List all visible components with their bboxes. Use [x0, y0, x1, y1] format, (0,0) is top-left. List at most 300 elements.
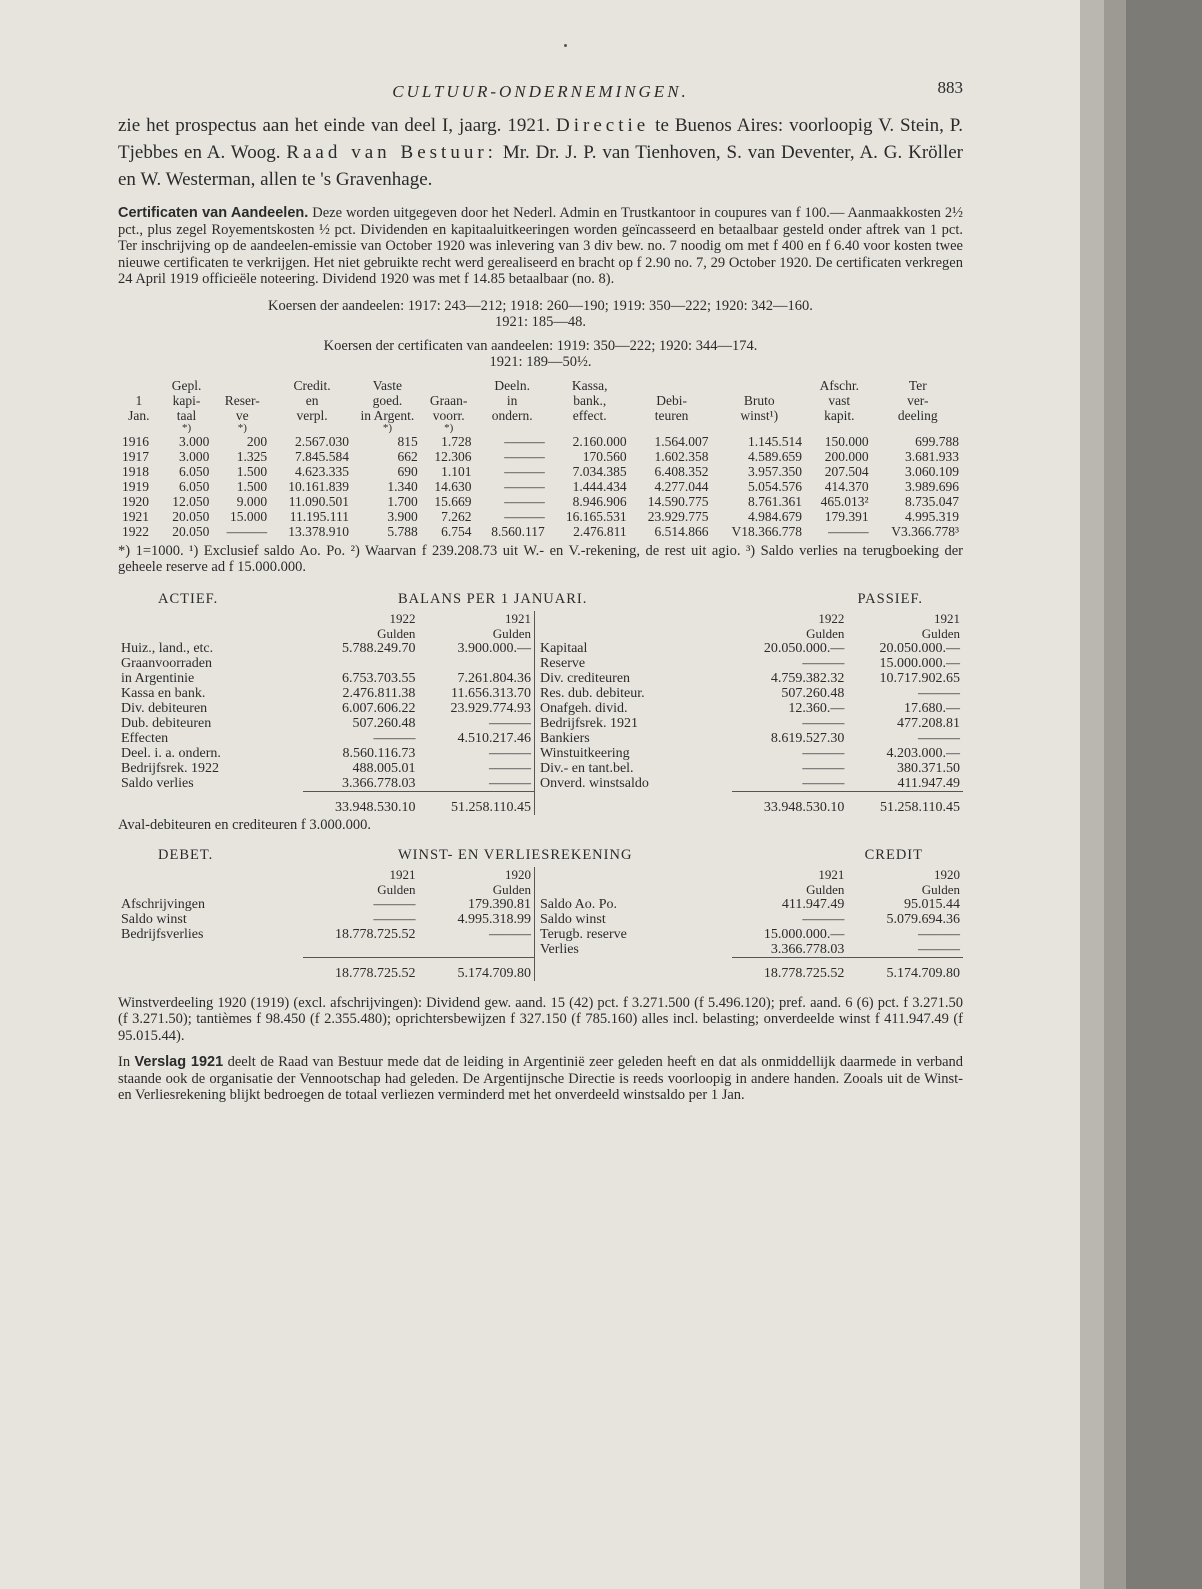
koersen-certificaten-line1: Koersen der certificaten van aandeelen: 1919: 350—222; 1920: 344—174. [323, 337, 758, 354]
value-cell: 6.408.352 [654, 463, 709, 479]
value-cell: 7.262 [441, 508, 472, 524]
kerncijfers-header-text: goed. [372, 392, 403, 408]
kerncijfers-row [118, 434, 963, 449]
winst-total: 18.778.725.52 [763, 965, 845, 981]
value-cell: 1.325 [236, 448, 268, 464]
value-cell: 11.090.501 [288, 493, 350, 509]
winst-value: 4.995.318.99 [457, 911, 532, 927]
kerncijfers-header-text: ve [235, 407, 249, 423]
book-cover-edge [1126, 0, 1202, 1589]
aval-note: Aval-debiteuren en crediteuren f 3.000.000. [118, 816, 371, 833]
balans-header-cell: 1921 [505, 610, 532, 626]
balans-value: ——— [918, 730, 960, 746]
kerncijfers-header-text: Jan. [128, 407, 150, 423]
balans-row [118, 746, 963, 761]
value-cell: 4.277.044 [654, 478, 709, 494]
kerncijfers-header-text: verpl. [296, 407, 328, 423]
kerncijfers-unit-mark [713, 423, 806, 434]
value-cell: 2.567.030 [295, 433, 350, 449]
balans-value: 6.753.703.55 [341, 670, 416, 686]
kerncijfers-column-header [271, 378, 353, 423]
value-cell: 815 [397, 433, 418, 449]
balans-value: 477.208.81 [897, 715, 960, 731]
value-cell: 5.788 [387, 523, 418, 539]
print-speck [564, 44, 567, 47]
kerncijfers-header-text: Gepl. [171, 377, 202, 393]
winst-value: ——— [802, 911, 845, 927]
balans-label: Bedrijfsrek. 1921 [539, 715, 638, 731]
winst-value: ——— [847, 942, 963, 958]
balans-value: 5.788.249.70 [341, 640, 416, 656]
running-header [118, 78, 963, 112]
winst-header-cell: Gulden [921, 881, 960, 897]
balans-row [118, 761, 963, 776]
balans-header-cell: 1922 [389, 610, 416, 626]
kerncijfers-header-text: bank., [573, 392, 607, 408]
value-cell: 1.728 [441, 433, 472, 449]
kerncijfers-header-text: Graan- [429, 392, 468, 408]
value-cell: 14.630 [434, 478, 472, 494]
balans-value: 2.476.811.38 [342, 685, 416, 701]
kerncijfers-column-header [160, 378, 214, 423]
kerncijfers-header-text: Debi- [656, 392, 687, 408]
directie-text: te Buenos Aires: voorloopig V. Stein, P. Tjebbes en A. Woog. [118, 115, 964, 163]
kerncijfers-row [118, 479, 963, 494]
kerncijfers-header-text: kapit. [824, 407, 855, 423]
balans-header-cell: Gulden [377, 625, 416, 641]
kerncijfers-header-text: en [305, 392, 319, 408]
value-cell: 690 [397, 463, 418, 479]
kerncijfers-column-header [631, 378, 713, 423]
winst-year-row [118, 867, 963, 882]
balans-row [118, 716, 963, 731]
balans-header-cell: 1921 [934, 610, 960, 626]
winst-label [118, 942, 303, 958]
intro-text: zie het prospectus aan het einde van deel I, jaarg. 1921. [118, 115, 551, 136]
winst-value: 3.366.778.03 [732, 942, 848, 958]
kerncijfers-header-text: Credit. [293, 377, 331, 393]
winst-value [418, 942, 534, 958]
balans-totals-row [118, 791, 963, 815]
winst-value: 5.079.694.36 [886, 911, 960, 927]
value-cell: ——— [226, 523, 268, 539]
value-cell: 3.957.350 [748, 463, 802, 479]
value-cell: 6.050 [179, 463, 210, 479]
balans-total: 33.948.530.10 [763, 799, 845, 815]
value-cell: 7.034.385 [572, 463, 627, 479]
value-cell: 3.989.696 [905, 478, 959, 494]
balans-label: Kassa en bank. [121, 685, 206, 701]
kerncijfers-column-header [353, 378, 422, 423]
value-cell: 1.700 [387, 493, 418, 509]
winst-label: Saldo winst [540, 911, 606, 927]
koersen-aandeelen-line2: 1921: 185—48. [494, 313, 587, 330]
value-cell: 1.340 [387, 478, 418, 494]
kerncijfers-unit-mark [549, 423, 631, 434]
balans-total: 33.948.530.10 [334, 799, 416, 815]
balans-row [118, 641, 963, 656]
balans-value: ——— [802, 655, 845, 671]
balans-value: 507.260.48 [781, 685, 845, 701]
kerncijfers-unit-mark [806, 423, 873, 434]
balans-header-cell: 1922 [818, 610, 845, 626]
page-content [118, 78, 963, 1114]
winst-value [303, 942, 419, 958]
winst-credit-label: CREDIT [864, 846, 923, 863]
balans-value: 20.050.000.— [879, 640, 960, 656]
kerncijfers-row [118, 464, 963, 479]
balans-header-cell: Gulden [492, 625, 532, 641]
winst-title: WINST- EN VERLIESREKENING [398, 846, 633, 863]
balans-heading [118, 591, 963, 611]
value-cell: V3.366.778³ [891, 523, 959, 539]
balans-label: Div. debiteuren [121, 700, 208, 716]
value-cell: 1.602.358 [654, 448, 709, 464]
winst-header-cell: Gulden [806, 881, 845, 897]
balans-value [418, 656, 534, 671]
balans-value: 15.000.000.— [879, 655, 960, 671]
koersen-certificaten-line2: 1921: 189—50½. [489, 353, 592, 370]
value-cell: ——— [504, 463, 545, 479]
kerncijfers-row [118, 509, 963, 524]
kerncijfers-header-text: 1 [135, 392, 143, 408]
value-cell: 662 [397, 448, 418, 464]
winst-total: 5.174.709.80 [457, 965, 532, 981]
kerncijfers-header-row [118, 378, 963, 423]
balans-title: BALANS PER 1 JANUARI. [398, 590, 588, 607]
verslag-text: deelt de Raad van Bestuur mede dat de leiding in Argentinië zeer geleden heeft en dat als onmiddellijk daarmede in verband staande ook de organisatie der Vennootschap had geleden. De Argentijnsche Directie is reeds voorloopig in andere handen. Zooals uit de Winst- en Verliesrekening blijkt bedroegen de totaal verliezen verminderd met het onverdeeld winstsaldo per 1 Jan. [118, 1054, 964, 1103]
balans-value: 3.900.000.— [457, 640, 532, 656]
kerncijfers-header-text: winst¹) [740, 407, 779, 423]
year-cell: 1922 [122, 523, 149, 539]
value-cell: 8.560.117 [491, 523, 545, 539]
kerncijfers-header-text: effect. [572, 407, 607, 423]
value-cell: ——— [504, 448, 545, 464]
balans-label: Effecten [121, 730, 169, 746]
balans-label: Kapitaal [539, 640, 588, 656]
value-cell: ——— [504, 433, 545, 449]
value-cell: 8.761.361 [748, 493, 802, 509]
year-cell: 1919 [122, 478, 149, 494]
directie-label: Directie [556, 115, 650, 136]
balans-value: 411.947.49 [847, 776, 963, 792]
value-cell: 1.444.434 [572, 478, 627, 494]
balans-value: 4.510.217.46 [457, 730, 532, 746]
value-cell: 3.681.933 [905, 448, 959, 464]
kerncijfers-unit-mark: *) [237, 421, 247, 434]
kerncijfers-footnote: *) 1=1000. ¹) Exclusief saldo Ao. Po. ²) Waarvan f 239.208.73 uit W.- en V.-rekening, de rest uit agio. ³) Saldo verlies na terugboeking der geheele reserve ad f 15.000.000. [118, 542, 963, 575]
balans-table [118, 611, 963, 815]
value-cell: 20.050 [172, 508, 210, 524]
value-cell: 1.500 [236, 478, 268, 494]
balans-value: ——— [489, 715, 532, 731]
balans-header-cell [118, 611, 303, 626]
balans-label: Div. crediteuren [539, 670, 631, 686]
winst-label: Afschrijvingen [121, 896, 205, 912]
kerncijfers-column-header [213, 378, 271, 423]
value-cell: 200.000 [824, 448, 869, 464]
balans-row [118, 776, 963, 792]
balans-value: ——— [918, 685, 960, 701]
year-cell: 1916 [122, 433, 149, 449]
value-cell: 12.306 [434, 448, 472, 464]
winst-label: Verlies [540, 941, 579, 957]
kerncijfers-unit-mark: *) [181, 421, 192, 434]
winst-label: Bedrijfsverlies [121, 926, 204, 942]
kerncijfers-column-header [118, 378, 160, 423]
kerncijfers-header-text: taal [176, 407, 197, 423]
winst-header-cell [118, 882, 303, 897]
value-cell: 5.054.576 [748, 478, 802, 494]
value-cell: 414.370 [824, 478, 869, 494]
certificaten-heading: Certificaten van Aandeelen. [118, 205, 309, 221]
value-cell: 3.900 [387, 508, 418, 524]
year-cell: 1918 [122, 463, 149, 479]
balans-year-row [118, 611, 963, 626]
balans-label: Deel. i. a. ondern. [121, 745, 221, 761]
kerncijfers-table [118, 378, 963, 539]
value-cell: 3.060.109 [905, 463, 959, 479]
value-cell: 4.995.319 [905, 508, 959, 524]
kerncijfers-unit-mark [271, 423, 353, 434]
winst-value: ——— [373, 896, 416, 912]
winst-table [118, 867, 963, 981]
kerncijfers-row [118, 494, 963, 509]
winst-header-cell [537, 867, 732, 882]
winst-value: 15.000.000.— [763, 926, 845, 942]
balans-label: Onafgeh. divid. [539, 700, 628, 716]
balans-value: ——— [802, 745, 845, 761]
winst-value: 179.390.81 [468, 896, 532, 912]
winst-value: ——— [373, 911, 416, 927]
certificaten-text: Deze worden uitgegeven door het Nederl. Admin en Trustkantoor in coupures van f 100.— Aanmaakkosten 2½ pct., plus zegel Royementskosten ½ pct. Dividenden en kapitaaluitkeeringen worden geïncasseerd en betaalbaar gesteld onder aftrek van 1 pct. Ter inschrijving op de aandeelen-emissie van October 1920 was inlevering van 3 div bew. no. 7 noodig om met f 400 en f 6.40 voor kosten twee nieuwe certificaten te verkrijgen. Het niet gebruikte recht werd gerealiseerd en bracht op f 2.90 no. 7, 29 October 1920. De certificaten verkregen 24 April 1919 officieële noteering. Dividend 1920 was met f 14.85 betaalbaar (no. 8). [118, 205, 963, 287]
value-cell: 9.000 [236, 493, 268, 509]
balans-value: 4.759.382.32 [770, 670, 845, 686]
balans-value: 3.366.778.03 [303, 776, 419, 792]
value-cell: 170.560 [582, 448, 627, 464]
balans-value: 12.360.— [788, 700, 845, 716]
balans-row [118, 731, 963, 746]
value-cell: ——— [504, 508, 545, 524]
balans-total: 51.258.110.45 [880, 799, 960, 815]
kerncijfers-header-text: Bruto [743, 392, 775, 408]
koersen-aandeelen [118, 298, 963, 330]
value-cell: ——— [828, 523, 869, 539]
value-cell: 11.195.111 [289, 508, 350, 524]
year-cell: 1920 [122, 493, 149, 509]
kerncijfers-header-text: Afschr. [819, 377, 859, 393]
value-cell: 6.514.866 [654, 523, 709, 539]
value-cell: 15.000 [230, 508, 268, 524]
value-cell: 8.735.047 [905, 493, 959, 509]
kerncijfers-header-text: voorr. [432, 407, 465, 423]
balans-row [118, 701, 963, 716]
balans-value: 23.929.774.93 [450, 700, 532, 716]
balans-value: 4.203.000.— [886, 745, 960, 761]
balans-value: 507.260.48 [352, 715, 416, 731]
kerncijfers-column-header [806, 378, 873, 423]
value-cell: 12.050 [172, 493, 210, 509]
balans-label: Div.- en tant.bel. [539, 760, 634, 776]
winst-label: Saldo winst [121, 911, 187, 927]
value-cell: 465.013² [820, 493, 869, 509]
year-cell: 1921 [122, 508, 149, 524]
balans-value: 380.371.50 [897, 760, 960, 776]
kerncijfers-column-header [422, 378, 476, 423]
value-cell: 2.476.811 [573, 523, 627, 539]
winst-header-cell: 1920 [934, 866, 960, 882]
balans-value: ——— [732, 776, 848, 792]
balans-label: Saldo verlies [121, 775, 194, 791]
balans-total-spacer [118, 791, 303, 815]
balans-header-cell [537, 626, 732, 641]
value-cell: V18.366.778 [731, 523, 802, 539]
balans-value: 20.050.000.— [763, 640, 845, 656]
winst-totals-row [118, 957, 963, 981]
kerncijfers-header-text: Kassa, [571, 377, 608, 393]
balans-label: Bankiers [539, 730, 590, 746]
kerncijfers-unit-mark: *) [444, 421, 454, 434]
balans-value: 488.005.01 [352, 760, 416, 776]
balans-row [118, 656, 963, 671]
balans-value: 6.007.606.22 [341, 700, 416, 716]
winst-total: 5.174.709.80 [886, 965, 960, 981]
value-cell: 699.788 [915, 433, 959, 449]
raad-text: Mr. Dr. J. P. van Tienhoven, S. van Deventer, A. G. Kröller en W. Westerman, allen te 's Gravenhage. [118, 142, 964, 190]
winst-unit-row [118, 882, 963, 897]
winst-value: ——— [918, 926, 960, 942]
kerncijfers-header-text: in [506, 392, 518, 408]
kerncijfers-header-text: Vaste [372, 377, 403, 393]
winst-header-cell: 1921 [389, 866, 416, 882]
balans-row [118, 686, 963, 701]
winst-header-cell: Gulden [492, 881, 532, 897]
kerncijfers-header-text: Ter [908, 377, 927, 393]
winst-value: 18.778.725.52 [334, 926, 416, 942]
value-cell: 3.000 [179, 448, 210, 464]
verslag-heading: Verslag 1921 [134, 1054, 224, 1070]
balans-header-cell: Gulden [806, 625, 845, 641]
winst-label: Terugb. reserve [540, 926, 627, 942]
kerncijfers-header-text: ver- [907, 392, 929, 408]
winst-header-cell: 1920 [505, 866, 532, 882]
kerncijfers-header-text: in Argent. [360, 407, 415, 423]
kerncijfers-column-header [549, 378, 631, 423]
kerncijfers-unit-row [118, 423, 963, 434]
balans-value: 10.717.902.65 [879, 670, 960, 686]
balans-value: 7.261.804.36 [457, 670, 532, 686]
kerncijfers-column-header [476, 378, 549, 423]
balans-header-cell [118, 626, 303, 641]
kerncijfers-header-text: vast [828, 392, 851, 408]
value-cell: 179.391 [824, 508, 869, 524]
winst-total-spacer [118, 957, 303, 981]
balans-label: Bedrijfsrek. 1922 [121, 760, 219, 776]
balans-total-spacer [537, 791, 732, 815]
verslag-paragraph [118, 1054, 963, 1104]
intro-paragraph [118, 112, 963, 193]
balans-value: ——— [489, 745, 532, 761]
value-cell: 23.929.775 [647, 508, 709, 524]
balans-value: ——— [418, 776, 534, 792]
balans-label: Winstuitkeering [539, 745, 630, 761]
page-number: 883 [937, 78, 963, 97]
balans-value: 17.680.— [904, 700, 960, 716]
balans-row [118, 671, 963, 686]
kerncijfers-column-header [713, 378, 806, 423]
winstverdeeling-paragraph: Winstverdeeling 1920 (1919) (excl. afschrijvingen): Dividend gew. aand. 15 (42) pct. f 3.271.500 (f 5.496.120); pref. aand. 6 (6) pct. f 3.271.50 (f 3.271.50); tantièmes f 98.450 (f 2.355.480); oprichtersbewijzen f 327.150 (f 785.160) alles incl. belasting; onverdeelde winst f 411.947.49 (f 95.015.44). [118, 994, 963, 1044]
balans-value: 8.560.116.73 [342, 745, 416, 761]
winst-debet-label: DEBET. [158, 846, 214, 863]
value-cell: 4.984.679 [748, 508, 802, 524]
balans-unit-row [118, 626, 963, 641]
balans-value: ——— [373, 730, 416, 746]
winst-header-cell [537, 882, 732, 897]
balans-label: Res. dub. debiteur. [539, 685, 645, 701]
value-cell: 8.946.906 [572, 493, 627, 509]
verslag-prefix: In [118, 1054, 131, 1070]
value-cell: 15.669 [434, 493, 472, 509]
balans-label: Onverd. winstsaldo [539, 775, 649, 791]
value-cell: 4.623.335 [295, 463, 350, 479]
kerncijfers-header-text: Reser- [224, 392, 260, 408]
balans-header-cell: Gulden [921, 625, 960, 641]
koersen-certificaten [118, 338, 963, 370]
winst-total: 18.778.725.52 [334, 965, 416, 981]
value-cell: 4.589.659 [748, 448, 802, 464]
winst-total-spacer [537, 957, 732, 981]
winst-value: 411.947.49 [781, 896, 845, 912]
kerncijfers-header-text: kapi- [172, 392, 201, 408]
balans-label: Reserve [539, 655, 586, 671]
value-cell: 10.161.839 [288, 478, 350, 494]
value-cell: 1.564.007 [654, 433, 709, 449]
balans-total: 51.258.110.45 [451, 799, 532, 815]
year-cell: 1917 [122, 448, 149, 464]
running-title: CULTUUR-ONDERNEMINGEN. [392, 82, 689, 101]
page-edge [1080, 0, 1104, 1589]
winst-value: ——— [489, 926, 532, 942]
kerncijfers-unit-mark [476, 423, 549, 434]
balans-value [303, 656, 419, 671]
kerncijfers-row [118, 449, 963, 464]
value-cell: 1.101 [441, 463, 472, 479]
page-edge [1104, 0, 1126, 1589]
value-cell: 6.754 [441, 523, 472, 539]
koersen-aandeelen-line1: Koersen der aandeelen: 1917: 243—212; 1918: 260—190; 1919: 350—222; 1920: 342—160. [268, 297, 813, 314]
value-cell: 20.050 [172, 523, 210, 539]
value-cell: ——— [504, 493, 545, 509]
kerncijfers-row [118, 524, 963, 539]
certificaten-paragraph [118, 205, 963, 288]
value-cell: ——— [504, 478, 545, 494]
kerncijfers-unit-mark: *) [382, 421, 392, 434]
balans-value: ——— [802, 760, 845, 776]
winst-row [118, 942, 963, 958]
value-cell: 1.500 [236, 463, 268, 479]
balans-label: Dub. debiteuren [121, 715, 212, 731]
kerncijfers-unit-mark [631, 423, 713, 434]
value-cell: 207.504 [824, 463, 869, 479]
raad-label: Raad van Bestuur: [286, 142, 497, 163]
winst-row [118, 912, 963, 927]
winst-heading [118, 847, 963, 867]
balans-label: Huiz., land., etc. [121, 640, 214, 656]
kerncijfers-unit-mark [118, 423, 160, 434]
winst-header-cell: Gulden [377, 881, 416, 897]
kerncijfers-header-text: deeling [897, 407, 938, 423]
balans-actief-label: ACTIEF. [158, 590, 219, 607]
